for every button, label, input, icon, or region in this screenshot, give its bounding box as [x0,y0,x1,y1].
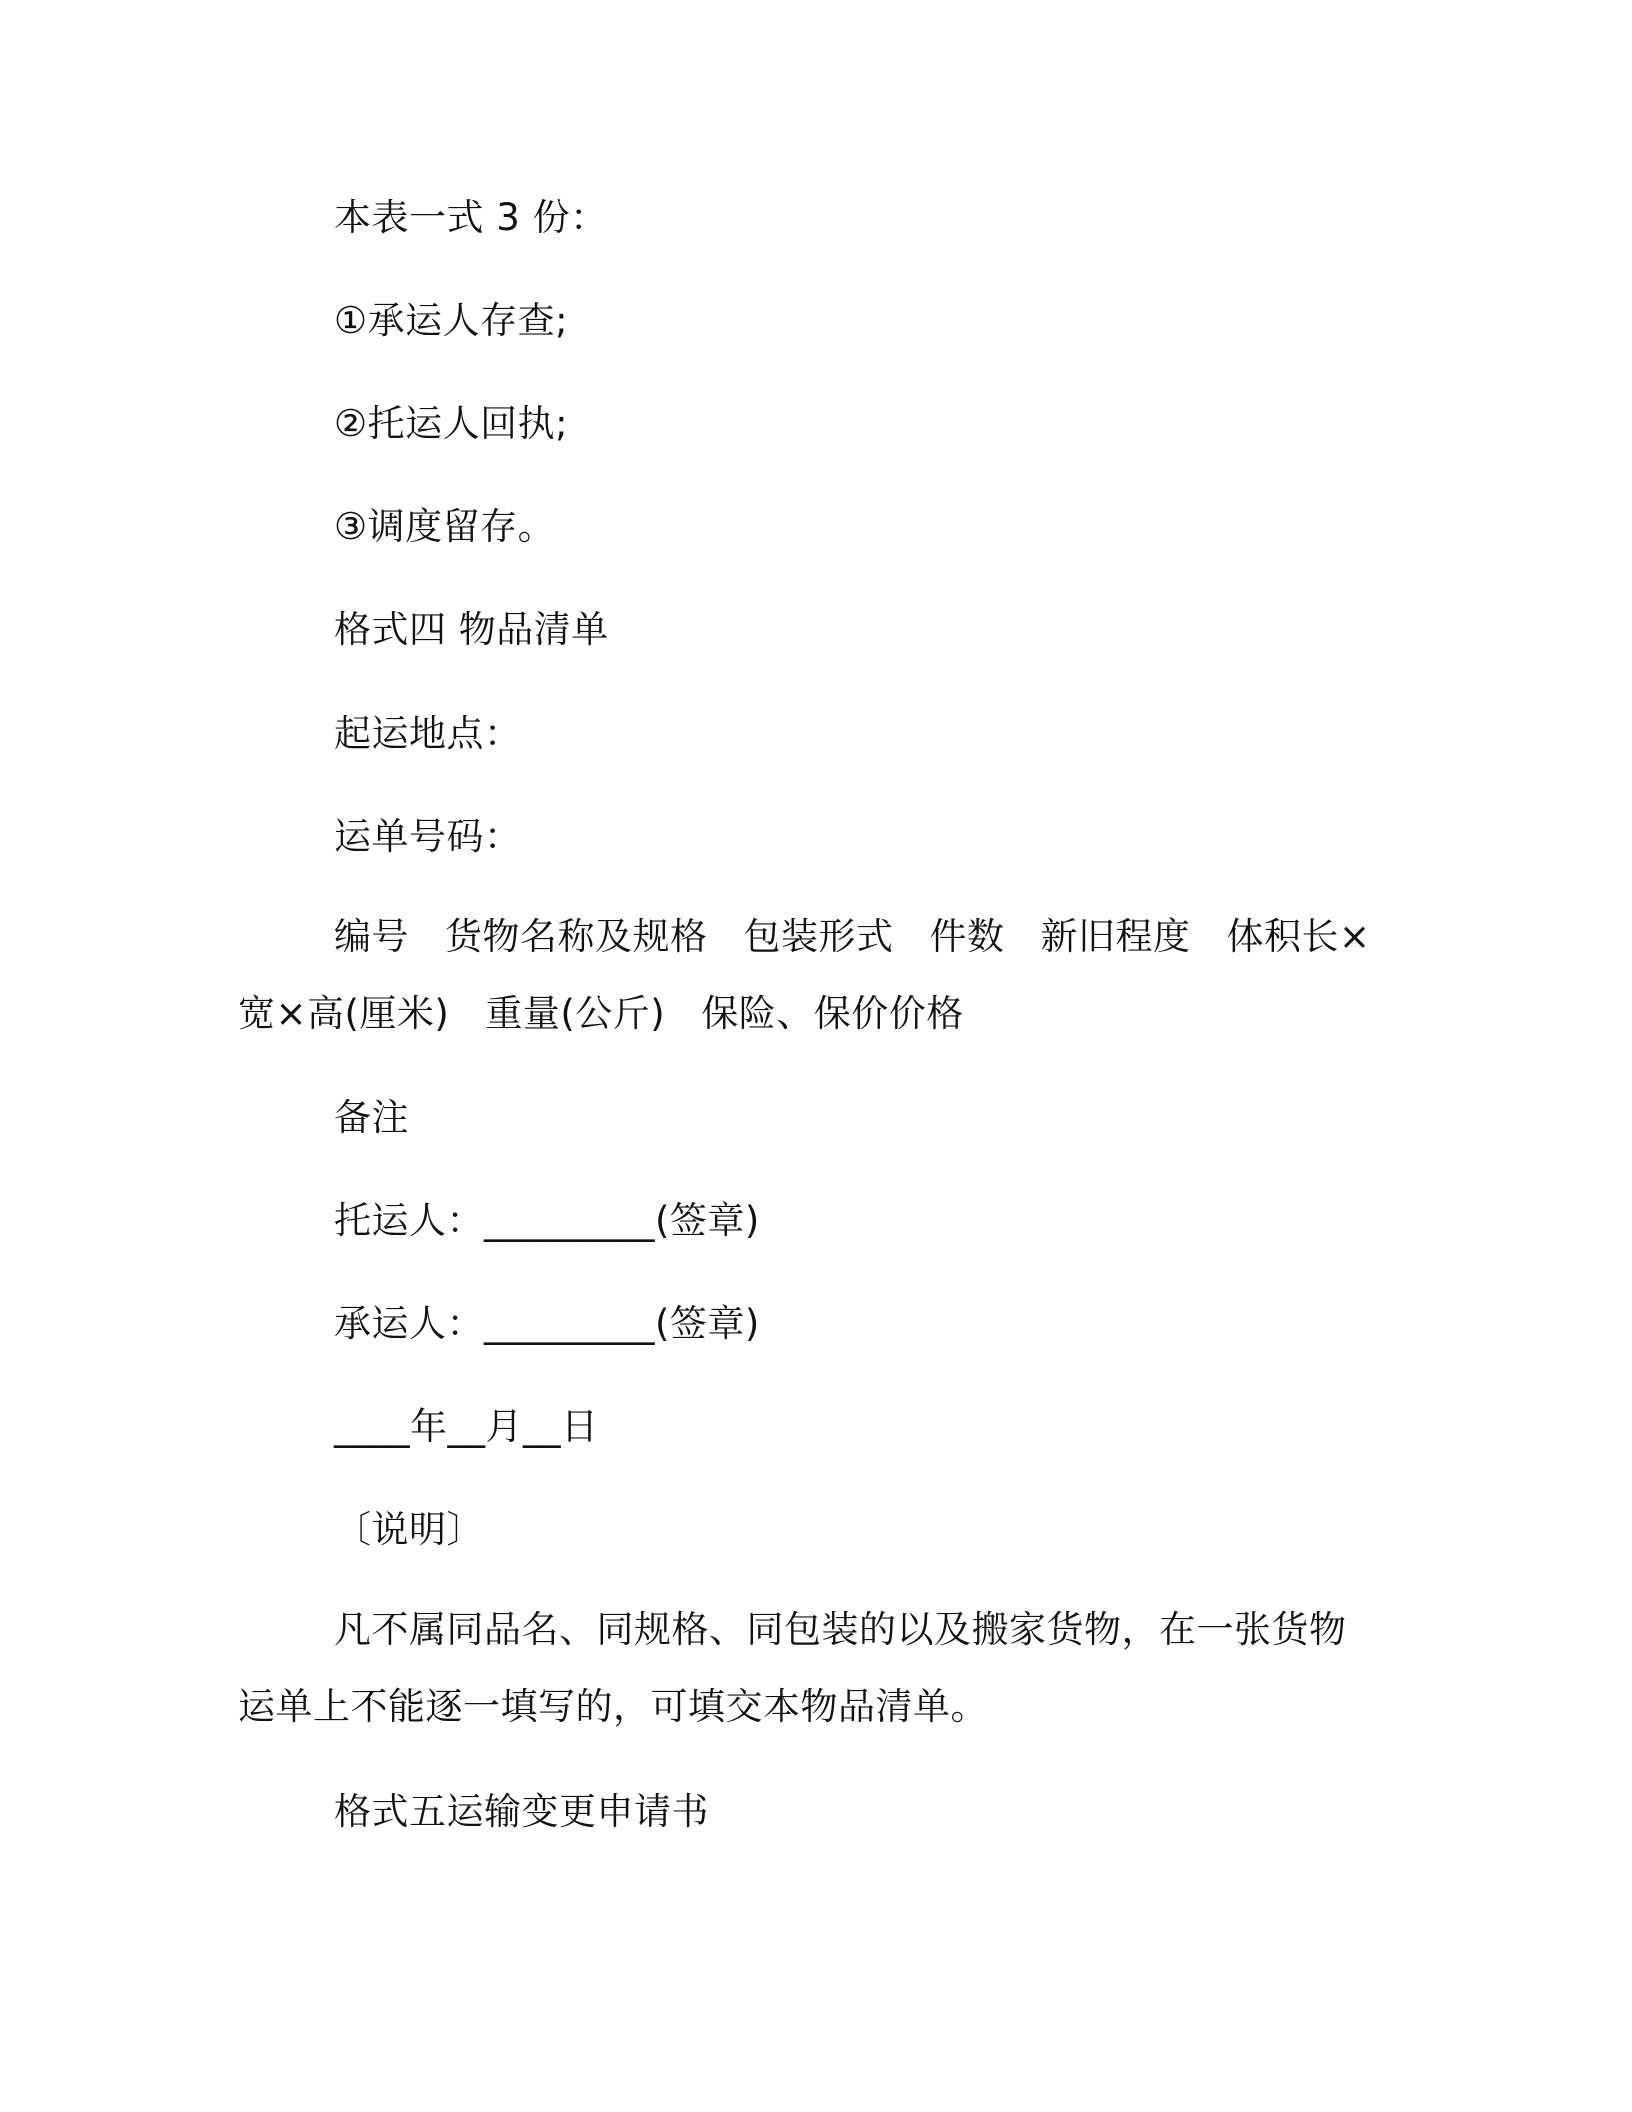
column-condition: 新旧程度 [1040,915,1191,958]
column-pieces: 件数 [929,915,1005,958]
copy-item-carrier: ①承运人存查; [334,299,569,342]
column-volume: 体积长×宽×高(厘米) [238,915,1371,1035]
carrier-signature-line: 承运人：_________(签章) [334,1302,760,1345]
format5-title: 格式五运输变更申请书 [334,1790,709,1833]
column-number: 编号 [334,915,409,958]
remarks-label: 备注 [334,1096,409,1139]
copy-item-shipper: ②托运人回执; [334,402,569,445]
shipper-signature-line: 托运人：_________(签章) [334,1199,760,1242]
format4-title: 格式四 物品清单 [334,608,609,651]
column-insurance: 保险、保价价格 [701,992,964,1035]
column-packaging: 包装形式 [743,915,894,958]
table-header [238,898,1378,1052]
waybill-label: 运单号码： [334,815,522,858]
date-line: ____年__月__日 [334,1405,599,1448]
column-weight: 重量(公斤) [485,992,666,1035]
origin-label: 起运地点： [334,712,522,755]
copy-item-dispatch: ③调度留存。 [334,505,556,548]
note-title: 〔说明〕 [334,1508,484,1551]
note-text: 凡不属同品名、同规格、同包装的以及搬家货物，在一张货物运单上不能逐一填写的，可填交本物品清单。 [238,1608,1347,1728]
column-goods-name: 货物名称及规格 [445,915,708,958]
copies-title: 本表一式 3 份： [334,196,608,239]
